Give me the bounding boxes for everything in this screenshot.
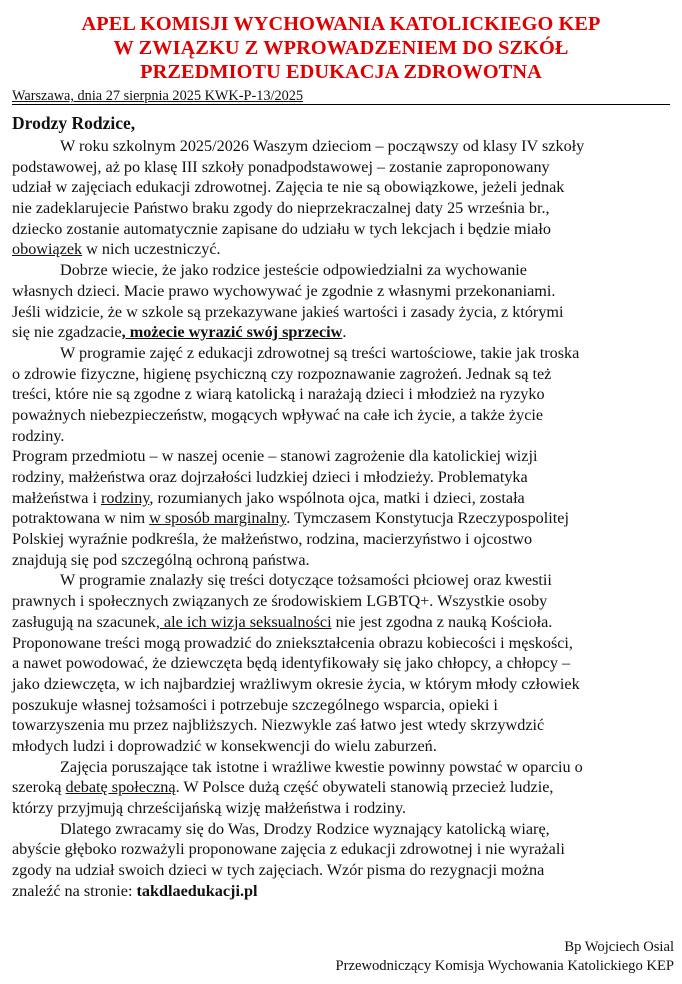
text-fragment: małżeństwa i — [12, 488, 101, 507]
text-line — [12, 508, 672, 529]
text-fragment: nie jest zgodna z nauką Kościoła. — [331, 612, 553, 631]
signatory-name: Bp Wojciech Osial — [564, 939, 674, 955]
text-line: a nawet powodować, że dziewczęta będą identyfikowały się jako chłopcy, a chłopcy – — [12, 654, 571, 673]
text-line: poważnych niebezpieczeństw, mogących wpływać na całe ich życie, a także życie — [12, 405, 544, 424]
text-line — [12, 239, 672, 260]
underlined-text: w sposób marginalny — [149, 509, 287, 528]
text-line: Program przedmiotu – w naszej ocenie – stanowi zagrożenie dla katolickiej wizji — [12, 447, 538, 466]
text-line: którzy przyjmują chrześcijańską wizję małżeństwa i rodziny. — [12, 799, 407, 817]
text-line: rodziny. — [12, 426, 65, 445]
text-line: Dobrze wiecie, że jako rodzice jesteście odpowiedzialni za wychowanie — [60, 261, 527, 280]
underlined-text: , ale ich wizja seksualności — [155, 612, 332, 631]
title-line: PRZEDMIOTU EDUKACJA ZDROWOTNA — [140, 61, 542, 83]
title-line: W ZWIĄZKU Z WPROWADZENIEM DO SZKÓŁ — [113, 37, 569, 59]
text-line: młodych ludzi i doprowadzić w konsekwencji do wielu zaburzeń. — [12, 736, 437, 755]
text-fragment: . Tymczasem Konstytucja Rzeczypospolitej — [286, 509, 569, 528]
text-fragment: , rozumianych jako wspólnota ojca, matki i dzieci, została — [149, 488, 525, 507]
signatory-role: Przewodniczący Komisja Wychowania Katolickiego KEP — [335, 958, 674, 974]
text-line — [12, 488, 672, 509]
text-line: dziecko zostanie automatycznie zapisane do udziału w tych lekcjach i będzie miało — [12, 219, 551, 238]
text-line: poszukuje własnej tożsamości i potrzebuje szczególnego wsparcia, opieki i — [12, 695, 498, 714]
text-line: prawnych i społecznych związanych ze środowiskiem LGBTQ+. Wszystkie osoby — [12, 592, 548, 611]
text-line: rodziny, małżeństwa oraz dojrzałości ludzkiej dzieci i młodzieży. Problematyka — [12, 468, 528, 486]
text-line: W programie zajęć z edukacji zdrowotnej są treści wartościowe, takie jak troska — [60, 343, 580, 362]
text-line — [12, 881, 672, 902]
document-title — [0, 0, 682, 84]
text-line: o zdrowie fizyczne, higienę psychiczną czy rozpoznawanie zagrożeń. Jednak są też — [12, 364, 552, 383]
text-line: treści, które nie są zgodne z wiarą katolicką i narażają dzieci i młodzież na ryzyko — [12, 385, 545, 404]
underlined-text: rodziny — [101, 488, 150, 507]
text-line: udział w zajęciach edukacji zdrowotnej. Zajęcia te nie są obowiązkowe, jeżeli jednak — [12, 178, 565, 197]
text-fragment: zasługują na szacunek — [12, 612, 156, 631]
text-line: W programie znalazły się treści dotyczące tożsamości płciowej oraz kwestii — [60, 571, 552, 590]
underlined-text: obowiązek — [12, 240, 83, 259]
text-line: Proponowane treści mogą prowadzić do zniekształcenia obrazu kobiecości i męskości, — [12, 633, 573, 652]
text-line: Polskiej wyraźnie podkreśla, że małżeństwo, rodzina, macierzyństwo i ojcostwo — [12, 530, 533, 549]
text-fragment: szeroką — [12, 778, 66, 797]
text-line: własnych dzieci. Macie prawo wychowywać je zgodnie z własnymi przekonaniami. — [12, 281, 556, 300]
text-fragment: znaleźć na stronie: — [12, 881, 137, 900]
text-line: zgody na udział swoich dzieci w tych zajęciach. Wzór pisma do rezygnacji można — [12, 861, 545, 880]
text-fragment: się nie zgadzacie — [12, 323, 122, 342]
text-line — [12, 322, 672, 343]
text-line: Zajęcia poruszające tak istotne i wrażliwe kwestie powinny powstać w oparciu o — [60, 757, 583, 776]
text-line: Dlatego zwracamy się do Was, Drodzy Rodzice wyznający katolicką wiarę, — [60, 819, 550, 838]
text-line: towarzyszenia mu przez najbliższych. Niezwykle zaś łatwo jest wtedy skrzywdzić — [12, 716, 545, 735]
text-fragment: . — [342, 323, 347, 342]
text-line: podstawowej, aż po klasę III szkoły ponadpodstawowej – zostanie zaproponowany — [12, 157, 550, 176]
greeting: Drodzy Rodzice, — [12, 113, 136, 133]
letter-body — [12, 136, 672, 901]
text-fragment: potraktowana w nim — [12, 509, 150, 528]
text-fragment: w nich uczestniczyć. — [82, 240, 221, 259]
text-line: W roku szkolnym 2025/2026 Waszym dzieciom – począwszy od klasy IV szkoły — [60, 137, 585, 155]
website-link-text: takdlaedukacji.pl — [136, 881, 258, 900]
text-line: Jeśli widzicie, że w szkole są przekazywane jakieś wartości i zasady życia, z którymi — [12, 302, 564, 321]
text-line: nie zadeklarujecie Państwo braku zgody do nieprzekraczalnej daty 25 września br., — [12, 199, 550, 218]
text-line: znajdują się pod szczególną ochroną państwa. — [12, 550, 310, 569]
underlined-text: debatę społeczną — [65, 778, 176, 797]
place-date-text: Warszawa, dnia 27 sierpnia 2025 KWK-P-13/2025 — [12, 88, 304, 104]
text-line: abyście głęboko rozważyli proponowane zajęcia z edukacji zdrowotnej i nie wyrażali — [12, 840, 565, 859]
text-line: jako dziewczęta, w ich najbardziej wrażliwym okresie życia, w którym młody człowiek — [12, 674, 580, 693]
text-fragment: . W Polsce dużą część obywateli stanowią przecież ludzie, — [175, 778, 554, 797]
title-line: APEL KOMISJI WYCHOWANIA KATOLICKIEGO KEP — [81, 13, 601, 35]
text-line — [12, 777, 672, 798]
emphasis-text: , możecie wyrazić swój sprzeciw — [121, 323, 343, 342]
place-date-reference — [12, 88, 670, 105]
text-line — [12, 612, 672, 633]
signature-block — [336, 938, 674, 976]
